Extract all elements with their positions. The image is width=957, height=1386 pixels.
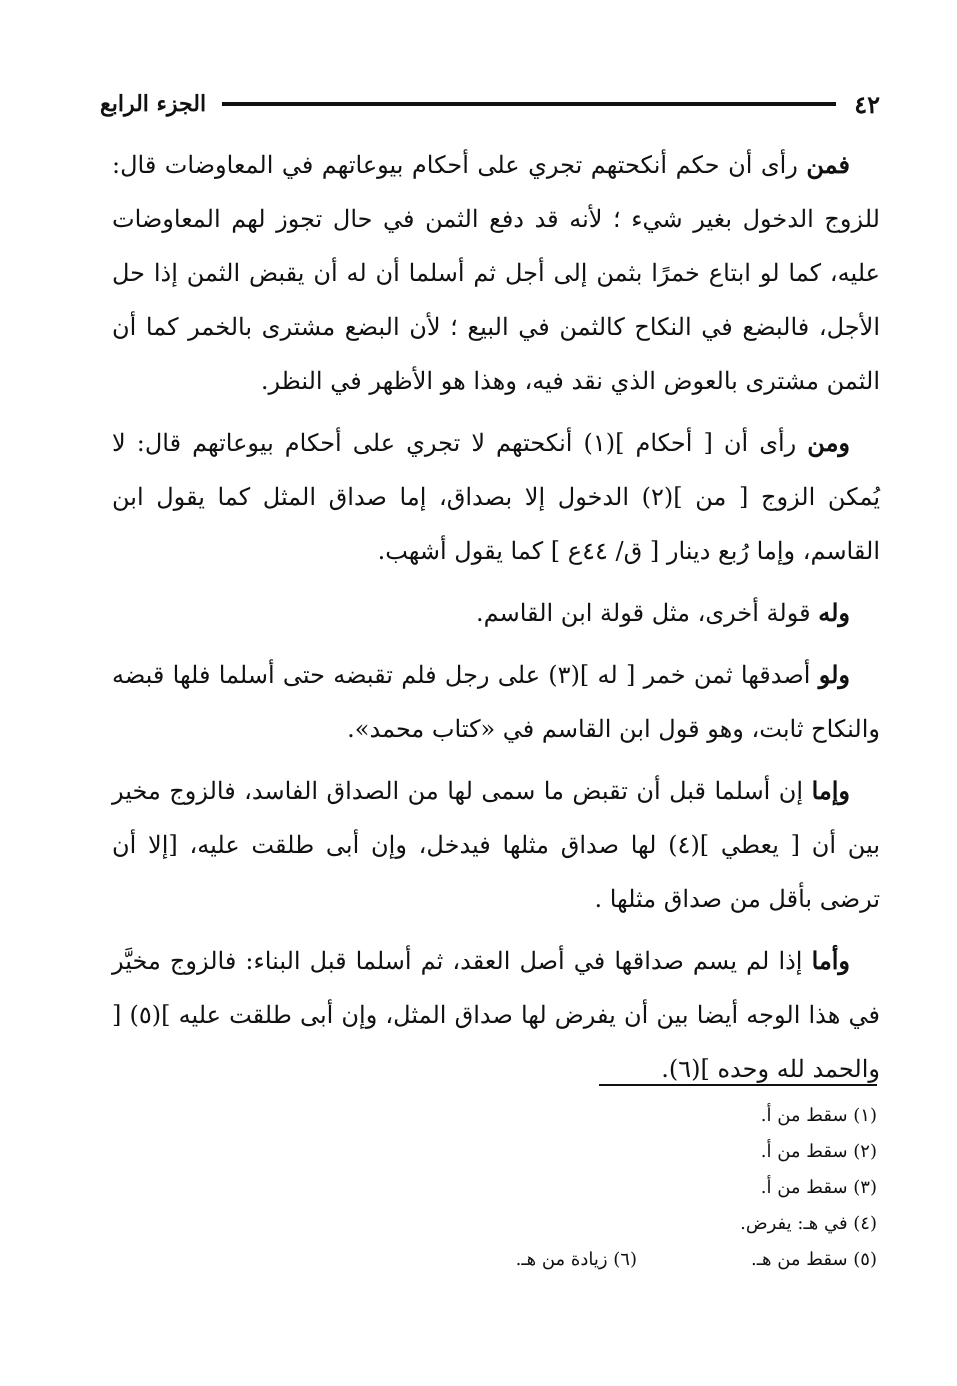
footnote: (١) سقط من أ. [760, 1105, 877, 1126]
footnote: (٥) سقط من هـ. [751, 1249, 877, 1270]
header-rule [222, 102, 836, 106]
footnote: (٣) سقط من أ. [760, 1177, 877, 1198]
paragraph-lead: وله [818, 598, 850, 627]
paragraph [112, 934, 880, 1096]
page-number: ٤٢ [854, 89, 880, 119]
main-text [112, 138, 880, 1104]
paragraph-lead: ومن [807, 428, 851, 457]
footnote: (٦) زيادة من هـ. [515, 1249, 637, 1270]
paragraph-text: قولة أخرى، مثل قولة ابن القاسم. [476, 599, 819, 627]
footnote-separator [599, 1084, 877, 1086]
paragraph-text: رأى أن [ أحكام ](١) أنكحتهم لا تجري على أحكام بيوعاتهم قال: لا يُمكن الزوج [ من ](٢) الدخول إلا بصداق، إما صداق المثل كما يقول ابن القاسم، وإما رُبع دينار [ ق/ ٤٤ع ] كما يقول أشهب. [112, 429, 880, 565]
paragraph-lead: وإما [811, 776, 850, 805]
paragraph [112, 764, 880, 926]
page-header [100, 84, 880, 124]
footnote-row [317, 1242, 877, 1278]
paragraph [112, 416, 880, 578]
paragraph-lead: ولو [818, 660, 851, 689]
paragraph-text: رأى أن حكم أنكحتهم تجري على أحكام بيوعاتهم في المعاوضات قال: للزوج الدخول بغير شيء ؛ لأنه قد دفع الثمن في حال تجوز لهم المعاوضات عليه، كما لو ابتاع خمرًا بثمن إلى أجل ثم أسلما أن له أن يقبض الثمن إذا حل الأجل، فالبضع في النكاح كالثمن في البيع ؛ لأن البضع مشترى بالخمر كما أن الثمن مشترى بالعوض الذي نقد فيه، وهذا هو الأظهر في النظر. [112, 151, 880, 395]
paragraph-text: أصدقها ثمن خمر [ له ](٣) على رجل فلم تقبضه حتى أسلما فلها قبضه والنكاح ثابت، وهو قول ابن القاسم في «كتاب محمد». [112, 661, 880, 743]
paragraph-lead: وأما [811, 946, 850, 975]
footnote: (٢) سقط من أ. [760, 1141, 877, 1162]
running-title: الجزء الرابع [100, 91, 207, 117]
footnote: (٤) في هـ: يفرض. [740, 1213, 877, 1234]
paragraph [112, 648, 880, 756]
paragraph-text: إن أسلما قبل أن تقبض ما سمى لها من الصداق الفاسد، فالزوج مخير بين أن [ يعطي ](٤) لها صداق مثلها فيدخل، وإن أبى طلقت عليه، [إلا أن ترضى بأقل من صداق مثلها . [112, 777, 881, 913]
paragraph-lead: فمن [806, 150, 850, 179]
footnotes [317, 1098, 877, 1278]
paragraph [112, 138, 880, 408]
paragraph-text: إذا لم يسم صداقها في أصل العقد، ثم أسلما قبل البناء: فالزوج مخيَّر في هذا الوجه أيضا بين أن يفرض لها صداق المثل، وإن أبى طلقت عليه ](٥) [ والحمد لله وحده ](٦). [112, 947, 881, 1083]
paragraph [112, 586, 880, 640]
